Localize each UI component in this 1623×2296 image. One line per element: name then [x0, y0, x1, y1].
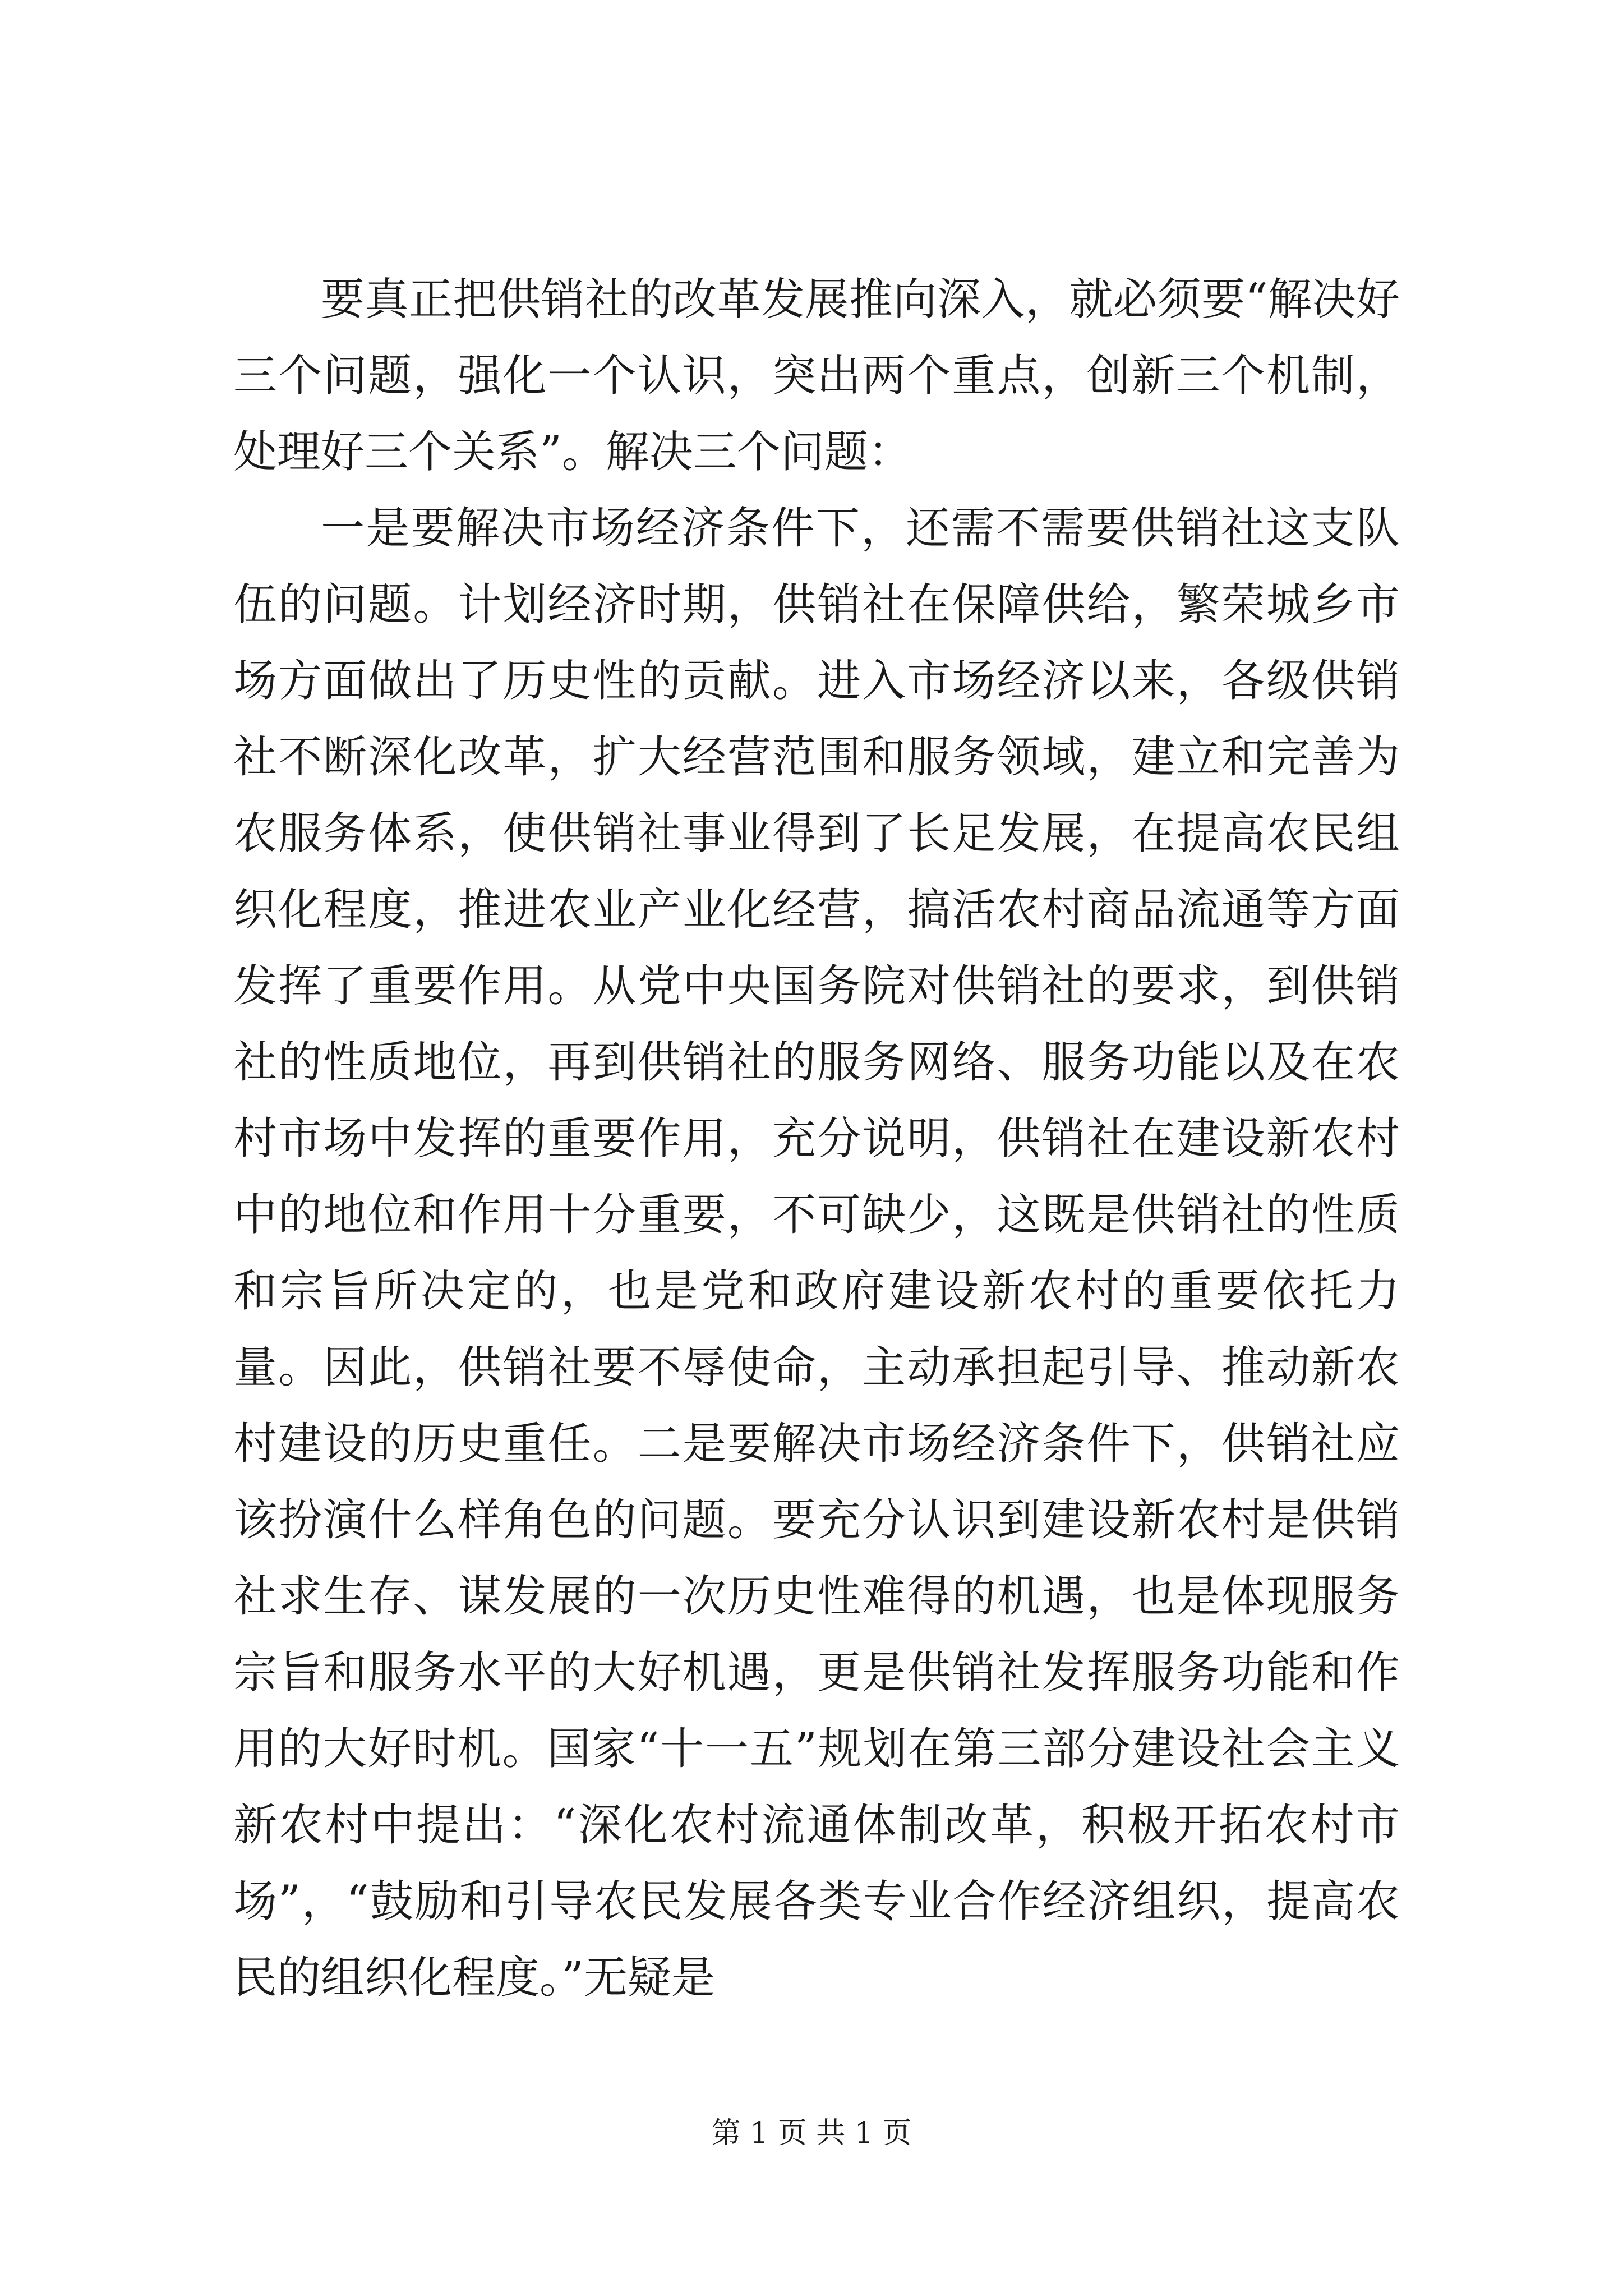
paragraph-intro: 要真正把供销社的改革发展推向深入，就必须要“解决好三个问题，强化一个认识，突出两个重点，创新三个机制，处理好三个关系”。解决三个问题：: [233, 274, 1400, 477]
document-body: [233, 261, 1400, 2016]
page-number-footer: 第 1 页 共 1 页: [711, 2116, 912, 2150]
paragraph-main: 一是要解决市场经济条件下，还需不需要供销社这支队伍的问题。计划经济时期，供销社在保障供给，繁荣城乡市场方面做出了历史性的贡献。进入市场经济以来，各级供销社不断深化改革，扩大经营范围和服务领域，建立和完善为农服务体系，使供销社事业得到了长足发展，在提高农民组织化程度，推进农业产业化经营，搞活农村商品流通等方面发挥了重要作用。从党中央国务院对供销社的要求，到供销社的性质地位，再到供销社的服务网络、服务功能以及在农村市场中发挥的重要作用，充分说明，供销社在建设新农村中的地位和作用十分重要，不可缺少，这既是供销社的性质和宗旨所决定的，也是党和政府建设新农村的重要依托力量。因此，供销社要不辱使命，主动承担起引导、推动新农村建设的历史重任。二是要解决市场经济条件下，供销社应该扮演什么样角色的问题。要充分认识到建设新农村是供销社求生存、谋发展的一次历史性难得的机遇，也是体现服务宗旨和服务水平的大好机遇，更是供销社发挥服务功能和作用的大好时机。国家“十一五”规划在第三部分建设社会主义新农村中提出：“深化农村流通体制改革，积极开拓农村市场”，“鼓励和引导农民发展各类专业合作经济组织，提高农民的组织化程度。”无疑是: [233, 503, 1400, 2003]
